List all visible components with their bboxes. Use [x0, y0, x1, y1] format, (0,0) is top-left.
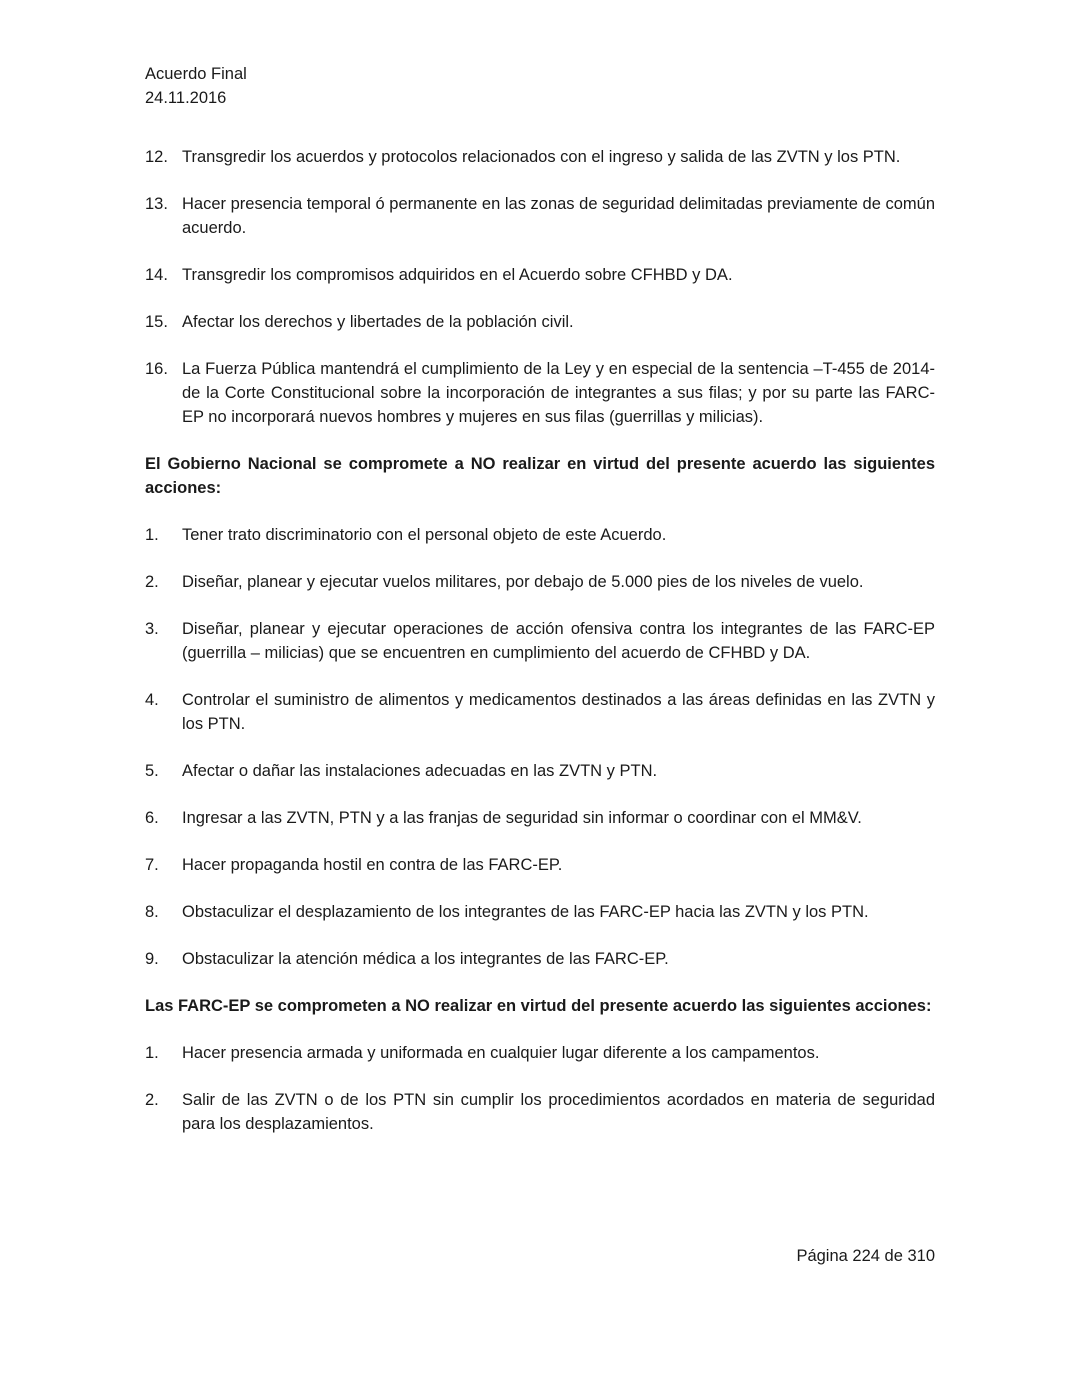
heading-gobierno-commitments: El Gobierno Nacional se compromete a NO realizar en virtud del presente acuerdo las siguientes acciones: [145, 455, 935, 497]
list-prohibited-actions-continued [145, 145, 935, 429]
page-number: Página 224 de 310 [796, 1247, 935, 1265]
list-item [145, 523, 935, 547]
list-item-number: 15. [145, 313, 168, 331]
list-item-text: Diseñar, planear y ejecutar vuelos militares, por debajo de 5.000 pies de los niveles de vuelo. [182, 573, 864, 591]
list-item-number: 9. [145, 950, 159, 968]
list-item-number: 3. [145, 620, 159, 638]
list-item [145, 947, 935, 971]
list-item-number: 6. [145, 809, 159, 827]
list-item-text: Hacer propaganda hostil en contra de las FARC-EP. [182, 856, 563, 874]
list-item [145, 759, 935, 783]
list-item [145, 145, 935, 169]
list-item [145, 1088, 935, 1136]
list-item-number: 8. [145, 903, 159, 921]
list-item [145, 617, 935, 665]
list-item [145, 688, 935, 736]
list-gobierno-commitments [145, 523, 935, 971]
list-item-number: 14. [145, 266, 168, 284]
list-item-number: 2. [145, 573, 159, 591]
list-item [145, 1041, 935, 1065]
list-item-number: 1. [145, 1044, 159, 1062]
list-item-number: 1. [145, 526, 159, 544]
list-item [145, 192, 935, 240]
list-item-number: 16. [145, 360, 168, 378]
document-date: 24.11.2016 [145, 89, 227, 107]
page-header [145, 62, 935, 110]
document-page [145, 0, 935, 1397]
list-item [145, 900, 935, 924]
list-item-text: Afectar o dañar las instalaciones adecuadas en las ZVTN y PTN. [182, 762, 658, 780]
list-item-text: Afectar los derechos y libertades de la población civil. [182, 313, 574, 331]
list-item-text: Tener trato discriminatorio con el personal objeto de este Acuerdo. [182, 526, 667, 544]
list-item [145, 310, 935, 334]
list-item-text: Hacer presencia armada y uniformada en cualquier lugar diferente a los campamentos. [182, 1044, 820, 1062]
list-farc-commitments [145, 1041, 935, 1136]
list-item-text: La Fuerza Pública mantendrá el cumplimiento de la Ley y en especial de la sentencia –T-455 de 2014- de la Corte Constitucional sobre la incorporación de integrantes a sus filas; y por su parte las FARC-EP no incorporará nuevos hombres y mujeres en sus filas (guerrillas y milicias). [182, 360, 935, 426]
heading-farc-commitments: Las FARC-EP se comprometen a NO realizar en virtud del presente acuerdo las siguientes acciones: [145, 997, 932, 1015]
list-item [145, 806, 935, 830]
list-item-number: 12. [145, 148, 168, 166]
list-item-number: 7. [145, 856, 159, 874]
list-item-text: Obstaculizar el desplazamiento de los integrantes de las FARC-EP hacia las ZVTN y los PTN. [182, 903, 869, 921]
list-item-text: Hacer presencia temporal ó permanente en las zonas de seguridad delimitadas previamente de común acuerdo. [182, 195, 936, 237]
list-item-text: Transgredir los compromisos adquiridos en el Acuerdo sobre CFHBD y DA. [182, 266, 733, 284]
list-item [145, 357, 935, 429]
list-item-text: Obstaculizar la atención médica a los integrantes de las FARC-EP. [182, 950, 669, 968]
list-item [145, 263, 935, 287]
list-item-text: Controlar el suministro de alimentos y medicamentos destinados a las áreas definidas en las ZVTN y los PTN. [182, 691, 935, 733]
document-title: Acuerdo Final [145, 65, 247, 83]
list-item [145, 853, 935, 877]
list-item-number: 5. [145, 762, 159, 780]
list-item-text: Transgredir los acuerdos y protocolos relacionados con el ingreso y salida de las ZVTN y los PTN. [182, 148, 901, 166]
list-item [145, 570, 935, 594]
list-item-text: Ingresar a las ZVTN, PTN y a las franjas de seguridad sin informar o coordinar con el MM&V. [182, 809, 862, 827]
list-item-text: Diseñar, planear y ejecutar operaciones de acción ofensiva contra los integrantes de las FARC-EP (guerrilla – milicias) que se encuentren en cumplimiento del acuerdo de CFHBD y DA. [182, 620, 935, 662]
list-item-number: 4. [145, 691, 159, 709]
document-body [145, 145, 935, 1159]
list-item-text: Salir de las ZVTN o de los PTN sin cumplir los procedimientos acordados en materia de seguridad para los desplazamientos. [182, 1091, 935, 1133]
list-item-number: 2. [145, 1091, 159, 1109]
list-item-number: 13. [145, 195, 168, 213]
